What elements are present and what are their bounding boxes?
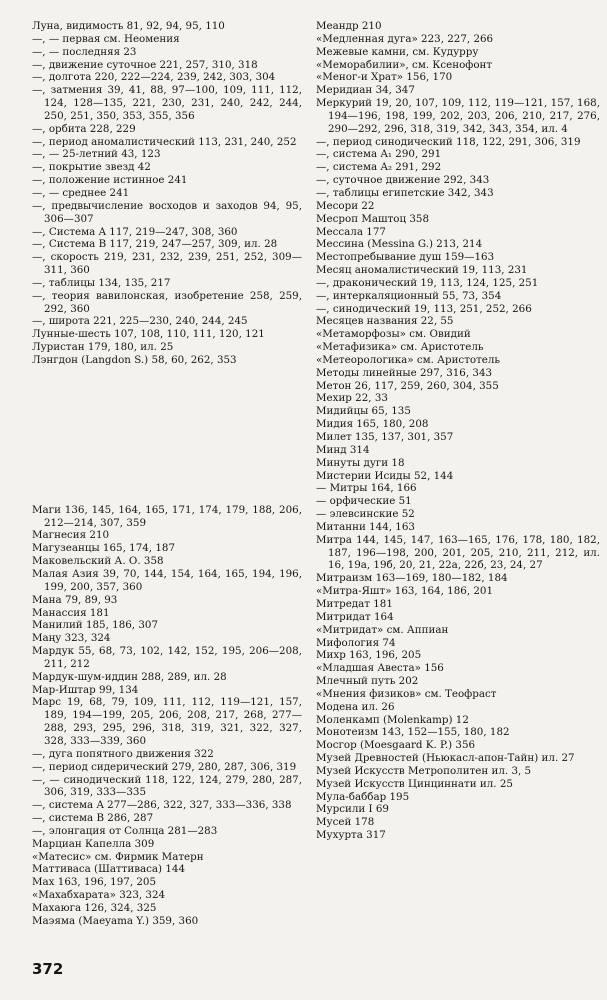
index-entry: Мессина (Messina G.) 213, 214 bbox=[316, 238, 483, 251]
index-entry: —, таблицы 134, 135, 217 bbox=[32, 276, 171, 289]
index-entry: —, система A₁ 290, 291 bbox=[316, 148, 442, 161]
index-entry: Месяц аномалистический 19, 113, 231 bbox=[316, 264, 528, 277]
index-column-left bbox=[32, 20, 302, 928]
index-entry: «Митридат» см. Аппиан bbox=[316, 623, 449, 636]
index-entry: —, предвычисление восходов и заходов 94, 95, 306—307 bbox=[32, 199, 302, 225]
index-entry: Млечный путь 202 bbox=[316, 675, 419, 688]
index-entry: Мурсили I 69 bbox=[316, 803, 389, 816]
index-entry: —, Система B 117, 219, 247—257, 309, ил. 28 bbox=[32, 238, 278, 251]
index-entry: —, синодический 19, 113, 251, 252, 266 bbox=[316, 302, 532, 315]
index-entry: —, — синодический 118, 122, 124, 279, 280, 287, 306, 319, 333—335 bbox=[32, 773, 302, 799]
index-entry: Маги 136, 145, 164, 165, 171, 174, 179, 188, 206, 212—214, 307, 359 bbox=[32, 503, 302, 529]
index-entry: Месроп Маштоц 358 bbox=[316, 212, 430, 225]
index-entry: —, скорость 219, 231, 232, 239, 251, 252, 309—311, 360 bbox=[32, 251, 302, 277]
index-entry: Мана 79, 89, 93 bbox=[32, 593, 118, 606]
index-entry: «Меног-и Храт» 156, 170 bbox=[316, 71, 453, 84]
index-entry: —, система A₂ 291, 292 bbox=[316, 161, 442, 174]
index-entry: — Митры 164, 166 bbox=[316, 482, 417, 495]
index-entry: Лэнгдон (Langdon S.) 58, 60, 262, 353 bbox=[32, 353, 237, 366]
index-entry: Маттиваса (Шаттиваса) 144 bbox=[32, 863, 186, 876]
index-entry: Мистерии Исиды 52, 144 bbox=[316, 469, 454, 482]
index-entry: —, система A 277—286, 322, 327, 333—336, 338 bbox=[32, 799, 292, 812]
index-entry: —, теория вавилонская, изобретение 258, 259, 292, 360 bbox=[32, 289, 302, 315]
index-entry: Мосгор (Moesgaard K. P.) 356 bbox=[316, 739, 476, 752]
index-entry: Манассия 181 bbox=[32, 606, 110, 619]
index-entry: —, интеркаляционный 55, 73, 354 bbox=[316, 289, 502, 302]
index-entry: —, — последняя 23 bbox=[32, 45, 137, 58]
index-entry: Митредат 181 bbox=[316, 597, 393, 610]
index-entry: — элевсинские 52 bbox=[316, 508, 415, 521]
index-entry: —, положение истинное 241 bbox=[32, 174, 188, 187]
index-entry: Луна, видимость 81, 92, 94, 95, 110 bbox=[32, 20, 225, 32]
index-entry: «Метафизика» см. Аристотель bbox=[316, 341, 484, 354]
index-entry: Мифология 74 bbox=[316, 636, 396, 649]
index-entry: Меандр 210 bbox=[316, 20, 382, 32]
index-entry: Музей Древностей (Ньюкасл-апон-Тайн) ил. 27 bbox=[316, 752, 575, 765]
index-entry: —, суточное движение 292, 343 bbox=[316, 174, 490, 187]
index-entry: Монотеизм 143, 152—155, 180, 182 bbox=[316, 726, 510, 739]
index-entry: Митридат 164 bbox=[316, 610, 394, 623]
index-entry: Метон 26, 117, 259, 260, 304, 355 bbox=[316, 379, 499, 392]
index-entry: Манилий 185, 186, 307 bbox=[32, 619, 159, 632]
index-entry: «Махабхарата» 323, 324 bbox=[32, 889, 166, 902]
index-entry: Мар-Иштар 99, 134 bbox=[32, 683, 139, 696]
index-entry: —, — первая см. Неомения bbox=[32, 32, 180, 45]
index-entry: «Метеорологика» см. Аристотель bbox=[316, 353, 501, 366]
index-entry: Марс 19, 68, 79, 109, 111, 112, 119—121, 157, 189, 194—199, 205, 206, 208, 217, 268, 277—288, 293, 295, 296, 318, 319, 321, 322, 327, 328, 333—339, 360 bbox=[32, 696, 302, 747]
index-entry: Милет 135, 137, 301, 357 bbox=[316, 431, 454, 443]
index-entry: —, период синодический 118, 122, 291, 306, 319 bbox=[316, 135, 581, 148]
index-entry: —, широта 221, 225—230, 240, 244, 245 bbox=[32, 315, 248, 328]
index-entry: «Мнения физиков» см. Теофраст bbox=[316, 687, 497, 700]
index-entry: «Митра-Яшт» 163, 164, 186, 201 bbox=[316, 585, 494, 598]
index-entry: —, покрытие звезд 42 bbox=[32, 161, 151, 174]
index-entry: Митраизм 163—169, 180—182, 184 bbox=[316, 572, 508, 585]
page-number: 372 bbox=[32, 960, 64, 978]
index-entry: Мухурта 317 bbox=[316, 829, 386, 842]
index-entry: Маковельский А. О. 358 bbox=[32, 555, 164, 568]
index-entry: Марциан Капелла 309 bbox=[32, 837, 155, 850]
index-entry: Мардук-шум-иддин 288, 289, ил. 28 bbox=[32, 670, 227, 683]
index-entry: «Медленная дуга» 223, 227, 266 bbox=[316, 32, 494, 45]
index-entry: —, долгота 220, 222—224, 239, 242, 303, 304 bbox=[32, 71, 276, 84]
index-entry: Маэяма (Maeyama Y.) 359, 360 bbox=[32, 914, 199, 927]
index-entry: Музей Искусств Цинциннати ил. 25 bbox=[316, 777, 513, 790]
index-entry: Магнесия 210 bbox=[32, 529, 110, 542]
index-entry: Месори 22 bbox=[316, 199, 375, 212]
index-entry: Меркурий 19, 20, 107, 109, 112, 119—121, 157, 168, 194—196, 198, 199, 202, 203, 206, 210, 217, 276, 290—292, 296, 318, 319, 342, 343, 354, ил. 4 bbox=[316, 97, 600, 135]
index-entry: Митанни 144, 163 bbox=[316, 520, 415, 533]
index-entry: —, система B 286, 287 bbox=[32, 812, 154, 825]
index-entry: Моленкамп (Molenkamp) 12 bbox=[316, 713, 469, 726]
index-entry: Маңу 323, 324 bbox=[32, 632, 111, 645]
index-entry: Модена ил. 26 bbox=[316, 700, 395, 713]
index-entry: —, таблицы египетские 342, 343 bbox=[316, 186, 494, 199]
index-entry: Малая Азия 39, 70, 144, 154, 164, 165, 194, 196, 199, 200, 357, 360 bbox=[32, 568, 302, 593]
index-entry: —, период сидерический 279, 280, 287, 306, 319 bbox=[32, 760, 297, 773]
index-entry: Лунные-шесть 107, 108, 110, 111, 120, 121 bbox=[32, 328, 265, 341]
index-entry: «Матесис» см. Фирмик Матерн bbox=[32, 850, 204, 863]
index-entry: —, Система A 117, 219—247, 308, 360 bbox=[32, 225, 238, 238]
index-entry: Луристан 179, 180, ил. 25 bbox=[32, 341, 174, 354]
index-entry: Махаюга 126, 324, 325 bbox=[32, 901, 157, 914]
index-entry: Мардук 55, 68, 73, 102, 142, 152, 195, 206—208, 211, 212 bbox=[32, 645, 302, 670]
index-entry: —, орбита 228, 229 bbox=[32, 122, 136, 135]
index-entry: Минуты дуги 18 bbox=[316, 456, 405, 469]
index-entry: Межевые камни, см. Кудурру bbox=[316, 45, 479, 58]
index-entry: Мехир 22, 33 bbox=[316, 392, 388, 405]
index-entry: —, дуга попятного движения 322 bbox=[32, 747, 214, 760]
index-entry: Митра 144, 145, 147, 163—165, 176, 178, 180, 182, 187, 196—198, 200, 201, 205, 210, 211, 212, ил. 16, 19a, 19б, 20, 21, 22a, 22б, 23, 24, 27 bbox=[316, 533, 600, 572]
index-entry: «Младшая Авеста» 156 bbox=[316, 662, 444, 675]
index-entry: —, элонгация от Солнца 281—283 bbox=[32, 824, 218, 837]
index-entry: Мессала 177 bbox=[316, 225, 386, 238]
index-entry: Магузеанцы 165, 174, 187 bbox=[32, 542, 175, 555]
index-entry: Меридиан 34, 347 bbox=[316, 84, 415, 97]
index-entry: —, — среднее 241 bbox=[32, 186, 130, 199]
index-entry: Мах 163, 196, 197, 205 bbox=[32, 876, 157, 889]
index-entry: Михр 163, 196, 205 bbox=[316, 649, 422, 662]
index-entry: Мула-баббар 195 bbox=[316, 790, 410, 803]
index-entry: Методы линейные 297, 316, 343 bbox=[316, 366, 493, 379]
index-entry: — орфические 51 bbox=[316, 495, 412, 508]
index-entry: —, — 25-летний 43, 123 bbox=[32, 148, 161, 161]
index-entry: —, затмения 39, 41, 88, 97—100, 109, 111, 112, 124, 128—135, 221, 230, 231, 240, 242, 244, 250, 251, 350, 353, 355, 356 bbox=[32, 84, 302, 122]
index-entry: «Метаморфозы» см. Овидий bbox=[316, 328, 471, 341]
index-entry: Минд 314 bbox=[316, 443, 370, 456]
index-entry: —, период аномалистический 113, 231, 240, 252 bbox=[32, 135, 297, 148]
index-entry: —, драконический 19, 113, 124, 125, 251 bbox=[316, 276, 539, 289]
index-entry: Мусей 178 bbox=[316, 816, 375, 829]
index-entry: Музей Искусств Метрополитен ил. 3, 5 bbox=[316, 764, 532, 777]
index-entry: «Меморабилии», см. Ксенофонт bbox=[316, 58, 493, 71]
index-entry: Мидийцы 65, 135 bbox=[316, 405, 411, 418]
index-entry: Месяцев названия 22, 55 bbox=[316, 315, 454, 328]
index-entry: Мидия 165, 180, 208 bbox=[316, 418, 429, 431]
index-entry: Местопребывание душ 159—163 bbox=[316, 251, 495, 264]
index-entry: —, движение суточное 221, 257, 310, 318 bbox=[32, 58, 258, 71]
index-column-right bbox=[316, 20, 600, 842]
